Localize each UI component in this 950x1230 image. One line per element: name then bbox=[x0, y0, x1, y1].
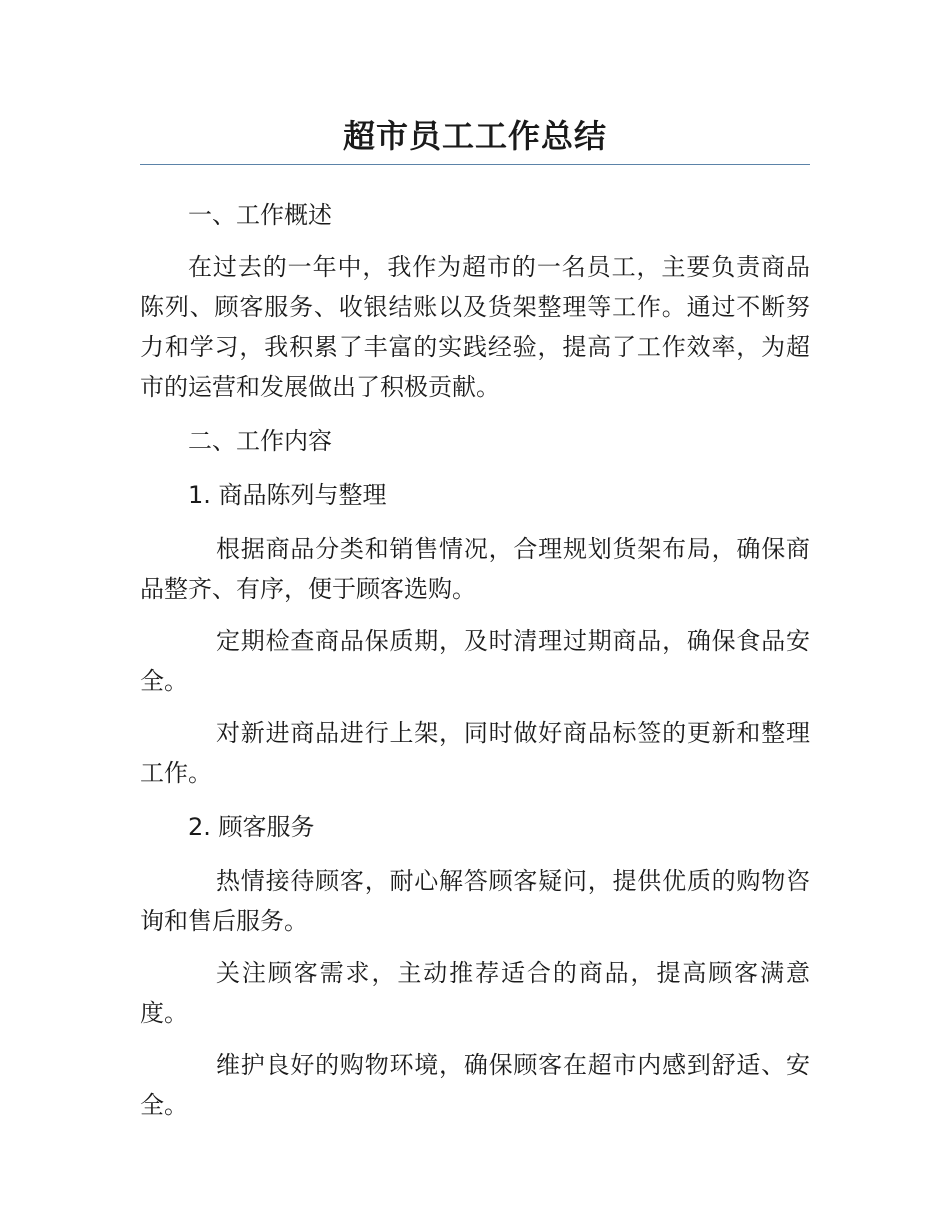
service-item-3: 维护良好的购物环境，确保顾客在超市内感到舒适、安全。 bbox=[140, 1051, 810, 1119]
section-heading-overview: 一、工作概述 bbox=[188, 201, 332, 229]
subsection-heading-display: 1. 商品陈列与整理 bbox=[188, 481, 387, 509]
document-page bbox=[140, 108, 810, 1125]
display-item-1: 根据商品分类和销售情况，合理规划货架布局，确保商品整齐、有序，便于顾客选购。 bbox=[140, 535, 810, 603]
title-underline bbox=[140, 164, 810, 165]
overview-paragraph: 在过去的一年中，我作为超市的一名员工，主要负责商品陈列、顾客服务、收银结账以及货架整理等工作。通过不断努力和学习，我积累了丰富的实践经验，提高了工作效率，为超市的运营和发展做出了积极贡献。 bbox=[140, 253, 810, 401]
subsection-heading-service: 2. 顾客服务 bbox=[188, 813, 315, 841]
section-heading-content: 二、工作内容 bbox=[188, 427, 332, 455]
document-title: 超市员工工作总结 bbox=[342, 117, 607, 155]
display-item-3: 对新进商品进行上架，同时做好商品标签的更新和整理工作。 bbox=[140, 719, 810, 787]
display-item-2: 定期检查商品保质期，及时清理过期商品，确保食品安全。 bbox=[140, 627, 810, 695]
service-item-2: 关注顾客需求，主动推荐适合的商品，提高顾客满意度。 bbox=[140, 959, 810, 1027]
service-item-1: 热情接待顾客，耐心解答顾客疑问，提供优质的购物咨询和售后服务。 bbox=[140, 867, 810, 935]
